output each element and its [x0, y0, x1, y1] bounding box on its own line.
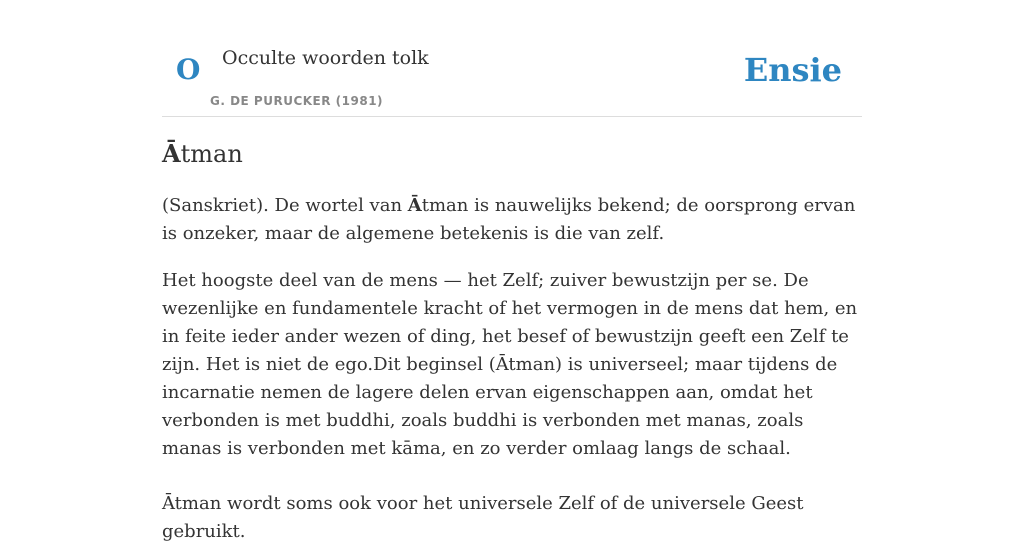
brand-logo[interactable]: Ensie	[743, 51, 842, 89]
entry-paragraph-2: Het hoogste deel van de mens — het Zelf; zuiver bewustzijn per se. De wezenlijke en fundamentele kracht of het vermogen in de mens dat hem, en in feite ieder ander wezen of ding, het besef of bewustzijn geeft een Zelf te zijn. Het is niet de ego.Dit beginsel (Ātman) is universeel; maar tijdens de incarnatie nemen de lagere delen ervan eigenschappen aan, omdat het verbonden is met buddhi, zoals buddhi is verbonden met manas, zoals manas is verbonden met kāma, en zo verder omlaag langs de schaal.	[162, 270, 858, 459]
term-initial: Ā	[162, 139, 181, 168]
entry-term	[162, 136, 862, 172]
paragraph-1-bold-term: Ā	[407, 195, 422, 216]
book-title-link[interactable]: Occulte woorden tolk	[222, 47, 429, 69]
book-letter-icon[interactable]: O	[176, 53, 201, 86]
paragraph-1-start: (Sanskriet). De wortel van	[162, 195, 408, 216]
page-header	[162, 0, 862, 117]
entry-content	[162, 136, 862, 546]
paragraph-1-end: tman is nauwelijks bekend; de oorsprong ervan is onzeker, maar de algemene betekenis is die van zelf.	[162, 195, 856, 244]
entry-paragraph-3: Ātman wordt soms ook voor het universele Zelf of de universele Geest gebruikt.	[162, 493, 804, 542]
term-rest: tman	[180, 140, 243, 168]
book-author: G. DE PURUCKER (1981)	[210, 94, 384, 108]
entry-paragraph-1	[162, 192, 862, 248]
